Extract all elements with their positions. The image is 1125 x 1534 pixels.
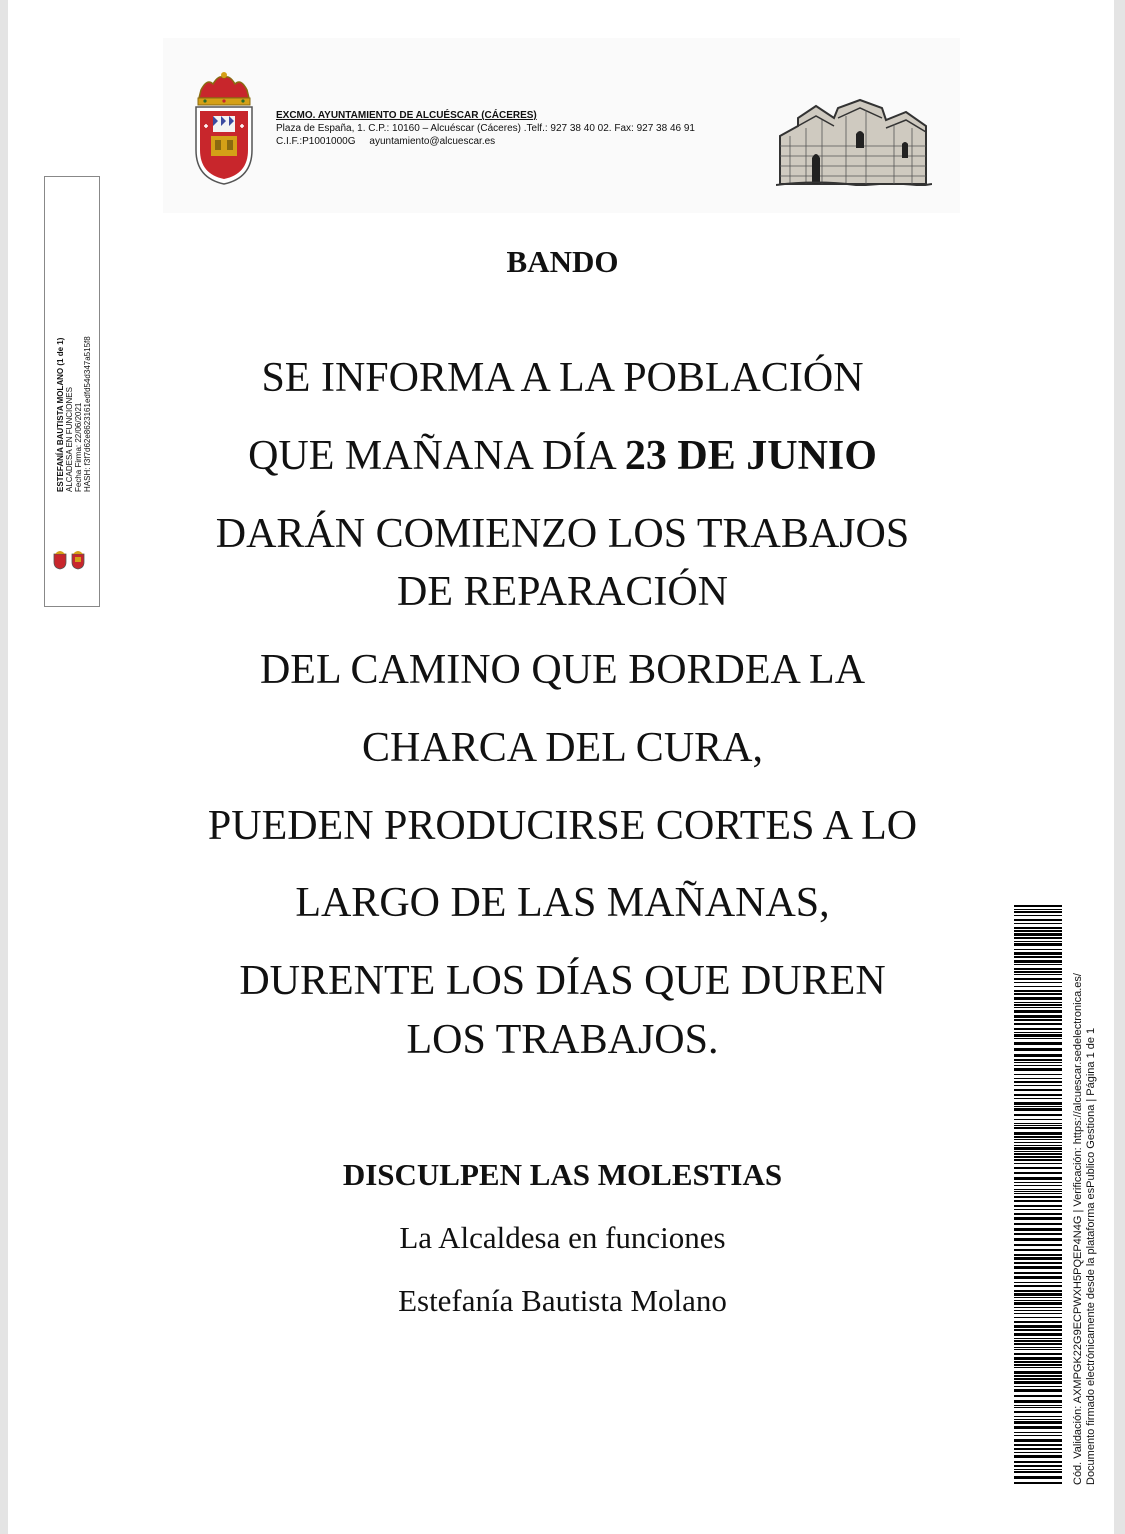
letterhead-text <box>276 109 695 148</box>
document-title: BANDO <box>506 244 619 279</box>
signer-stamp-name: ESTEFANÍA BAUTISTA MOLANO (1 de 1) <box>56 337 65 492</box>
body-line-10: LOS TRABAJOS. <box>406 1017 719 1063</box>
barcode-icon <box>1014 905 1062 1485</box>
body-line-6: CHARCA DEL CURA, <box>362 725 763 771</box>
verification-platform: Documento firmado electrónicamente desde la plataforma esPublico Gestiona | Página 1 de 1 <box>1085 1027 1097 1485</box>
signature-date: Fecha Firma: 22/06/2021 <box>74 402 83 492</box>
body-line-4: DE REPARACIÓN <box>397 569 728 615</box>
signer-role: La Alcaldesa en funciones <box>399 1220 726 1255</box>
highlight-date: 23 DE JUNIO <box>624 433 877 479</box>
signature-hash: HASH: f3f7d62e8623161edfd54d347a515f8 <box>83 336 92 492</box>
body-line-1: SE INFORMA A LA POBLACIÓN <box>261 355 864 401</box>
coat-of-arms-icon <box>191 70 257 186</box>
signature-stamp-text <box>56 336 92 492</box>
stamp-seals-icon <box>52 548 88 570</box>
org-address: Plaza de España, 1. C.P.: 10160 – Alcuéscar (Cáceres) .Telf.: 927 38 40 02. Fax: 927 38 46 91 <box>276 123 695 134</box>
org-name: EXCMO. AYUNTAMIENTO DE ALCUÉSCAR (CÁCERES) <box>276 110 537 121</box>
verification-text <box>1072 973 1098 1485</box>
closing-line: DISCULPEN LAS MOLESTIAS <box>342 1157 783 1192</box>
church-illustration-icon <box>776 98 932 186</box>
body-line-5: DEL CAMINO QUE BORDEA LA <box>259 647 866 693</box>
body-line-2 <box>100 433 1025 479</box>
org-cif-email: C.I.F.:P1001000G ayuntamiento@alcuescar.es <box>276 136 496 147</box>
body-line-8: LARGO DE LAS MAÑANAS, <box>295 880 830 926</box>
body-line-2-text: QUE MAÑANA DÍA <box>248 433 625 479</box>
verification-code: Cód. Validación: AXMPGK22G9ECPWXH5PQEP4N4G | Verificación: https://alcuescar.sedelectronica.es/ <box>1072 973 1084 1485</box>
signer-name: Estefanía Bautista Molano <box>398 1283 727 1318</box>
body-line-7: PUEDEN PRODUCIRSE CORTES A LO <box>207 803 918 849</box>
body-line-9: DURENTE LOS DÍAS QUE DUREN <box>239 958 886 1004</box>
signer-stamp-role: ALCADESA EN FUNCIONES <box>65 387 74 492</box>
body-line-3: DARÁN COMIENZO LOS TRABAJOS <box>215 511 910 557</box>
